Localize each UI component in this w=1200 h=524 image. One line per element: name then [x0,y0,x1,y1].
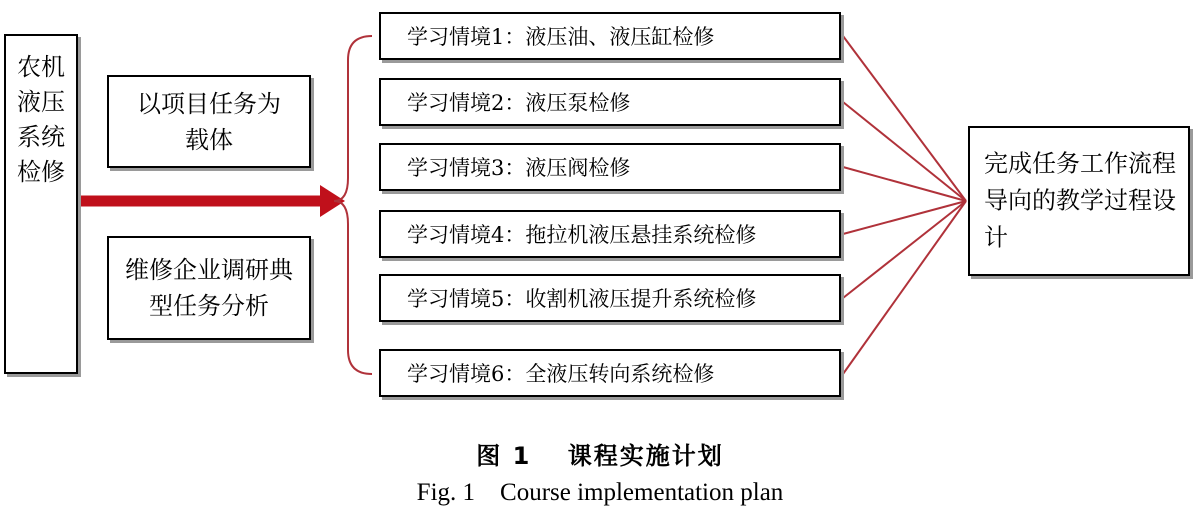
source-box [4,34,78,374]
source-label: 农机液压系统检修 [17,53,65,186]
situation-label-4: 学习情境4：拖拉机液压悬挂系统检修 [407,223,757,247]
connector-line-3 [843,167,966,201]
input-label-enterprise-survey: 维修企业调研典型任务分析 [125,256,293,320]
connector-line-1 [843,36,966,201]
situation-box-6 [379,349,841,397]
connector-line-6 [843,201,966,374]
input-box-project-task [107,75,311,168]
situation-box-3 [379,143,841,191]
figure-caption-chinese: 图 1 课程实施计划 [476,442,724,470]
convergence-lines [843,36,966,374]
input-box-enterprise-survey [107,236,311,340]
situation-brace [334,36,372,374]
main-arrow-head [320,185,345,217]
situation-label-1: 学习情境1：液压油、液压缸检修 [407,25,715,49]
connector-line-4 [843,201,966,234]
situation-box-1 [379,12,841,60]
situation-label-3: 学习情境3：液压阀检修 [407,156,631,180]
target-box [968,126,1190,276]
situation-box-4 [379,210,841,258]
situation-box-2 [379,78,841,126]
connector-line-5 [843,201,966,298]
situation-label-5: 学习情境5：收割机液压提升系统检修 [407,287,757,311]
situation-box-5 [379,274,841,322]
situation-label-6: 学习情境6：全液压转向系统检修 [407,362,715,386]
situation-label-2: 学习情境2：液压泵检修 [407,91,631,115]
figure-caption-english: Fig. 1 Course implementation plan [416,479,784,506]
input-label-project-task: 以项目任务为载体 [137,89,281,154]
target-label: 完成任务工作流程导向的教学过程设计 [984,149,1176,252]
